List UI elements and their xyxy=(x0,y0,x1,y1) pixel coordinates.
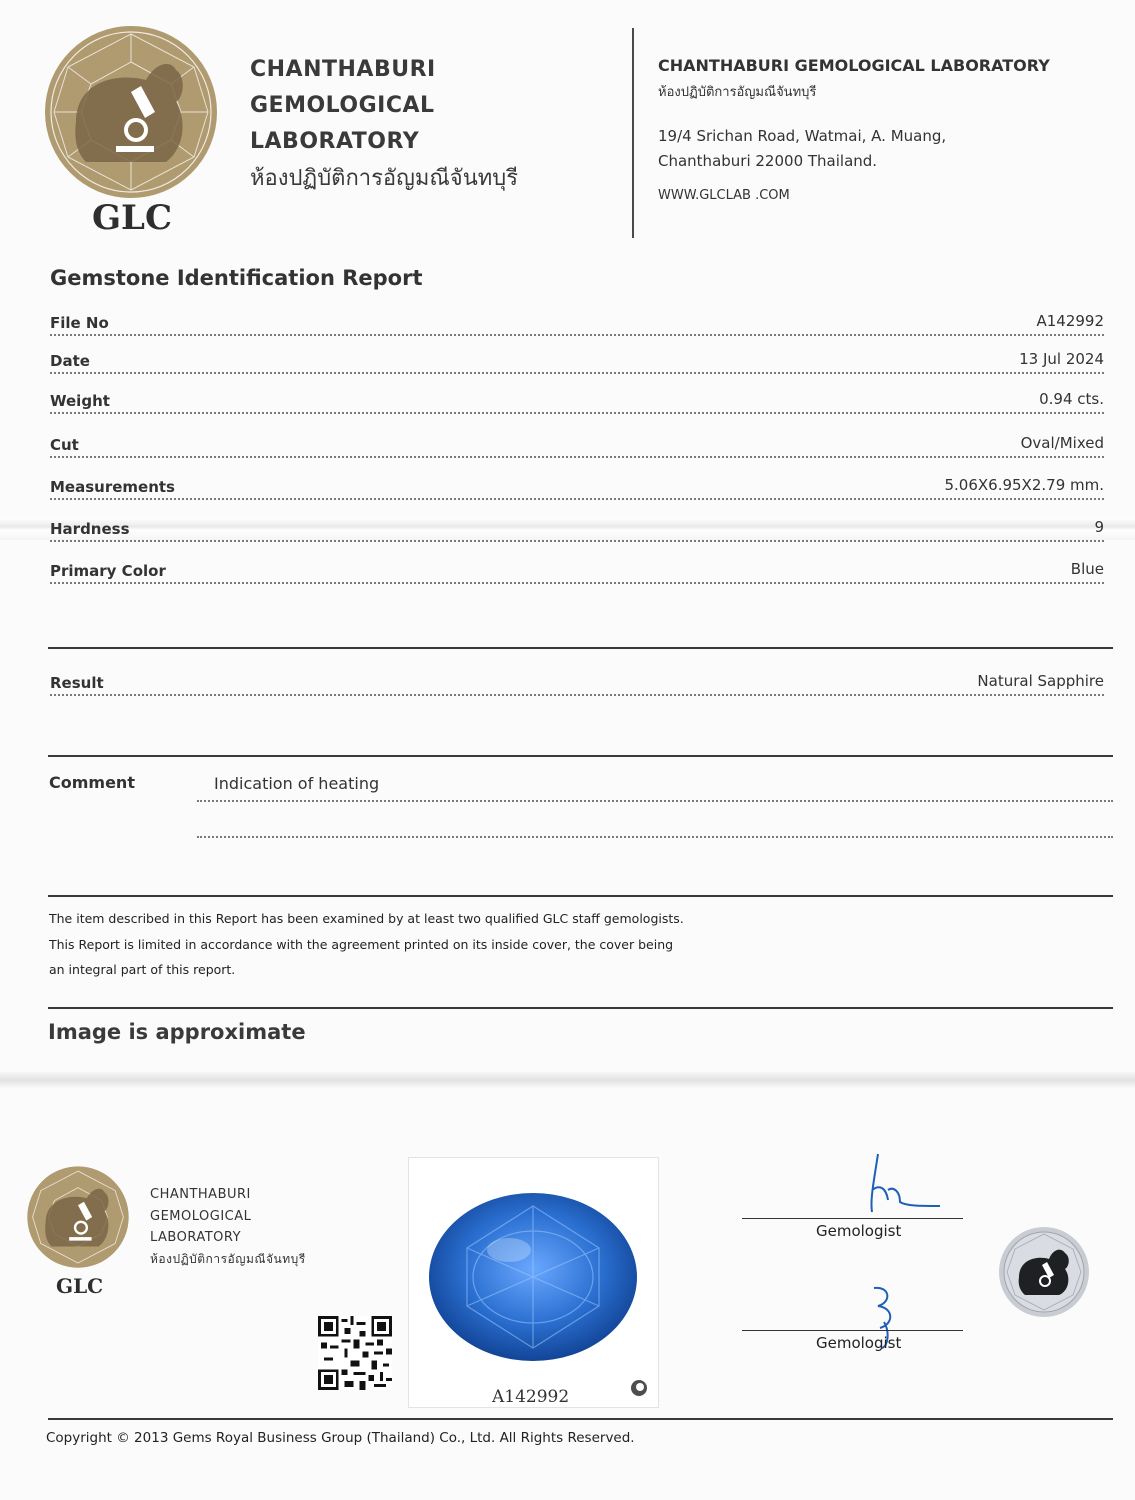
field-label: Weight xyxy=(50,392,110,410)
address-line-2: Chanthaburi 22000 Thailand. xyxy=(658,152,878,170)
glc-emblem-icon xyxy=(22,1164,134,1276)
address-line-1: 19/4 Srichan Road, Watmai, A. Muang, xyxy=(658,127,947,145)
dotted-leader xyxy=(50,412,1104,414)
field-value: Blue xyxy=(1070,560,1104,578)
lab-name-thai: ห้องปฏิบัติการอัญมณีจันทบุรี xyxy=(150,1251,306,1266)
dotted-leader xyxy=(50,456,1104,458)
dotted-leader xyxy=(50,694,1104,696)
contact-thai: ห้องปฏิบัติการอัญมณีจันทบุรี xyxy=(658,85,817,100)
divider xyxy=(48,755,1113,757)
comment-label: Comment xyxy=(49,773,135,792)
field-value: 5.06X6.95X2.79 mm. xyxy=(944,476,1104,494)
qr-code-icon xyxy=(317,1316,393,1390)
lab-name-small xyxy=(150,1184,306,1270)
glc-logo xyxy=(36,22,226,242)
field-value: 9 xyxy=(1094,518,1104,536)
dotted-leader xyxy=(50,372,1104,374)
field-value: Natural Sapphire xyxy=(977,672,1104,690)
logo-text: GLC xyxy=(92,198,173,238)
photo-file-number: A142992 xyxy=(492,1387,570,1407)
website-link[interactable]: WWW.GLCLAB .COM xyxy=(658,188,790,203)
signature-1-icon xyxy=(840,1150,950,1220)
field-date xyxy=(50,346,1104,376)
comment-value: Indication of heating xyxy=(214,774,380,793)
gemstone-photo xyxy=(408,1157,659,1408)
comment-dotted-line xyxy=(197,836,1113,838)
lab-name xyxy=(250,52,436,160)
field-hardness xyxy=(50,514,1104,544)
lab-contact xyxy=(658,56,1050,203)
lab-name-line-2: GEMOLOGICAL xyxy=(250,93,435,118)
lab-name-line-3: LABORATORY xyxy=(150,1230,242,1245)
field-label: Hardness xyxy=(50,520,130,538)
report-title: Gemstone Identification Report xyxy=(50,266,423,290)
image-note: Image is approximate xyxy=(48,1020,306,1044)
glc-logo-small xyxy=(22,1164,134,1304)
field-label: Result xyxy=(50,674,104,692)
field-label: Cut xyxy=(50,436,79,454)
field-label: Measurements xyxy=(50,478,175,496)
field-value: Oval/Mixed xyxy=(1020,434,1104,452)
dotted-leader xyxy=(50,540,1104,542)
gemologist-2-label: Gemologist xyxy=(816,1334,902,1352)
field-file-no xyxy=(50,308,1104,338)
lab-name-line-1: CHANTHABURI xyxy=(250,57,436,82)
field-result xyxy=(50,668,1104,698)
contact-title: CHANTHABURI GEMOLOGICAL LABORATORY xyxy=(658,56,1050,75)
lab-name-line-1: CHANTHABURI xyxy=(150,1187,251,1202)
sapphire-icon xyxy=(409,1158,658,1407)
fold-crease-bottom xyxy=(0,1072,1135,1090)
field-primary-color xyxy=(50,556,1104,586)
lab-name-thai: ห้องปฏิบัติการอัญมณีจันทบุรี xyxy=(250,166,519,191)
divider xyxy=(48,895,1113,897)
comment-dotted-line xyxy=(197,800,1113,802)
signature-line-2 xyxy=(742,1330,963,1331)
dotted-leader xyxy=(50,334,1104,336)
field-label: Date xyxy=(50,352,90,370)
disclaimer-line: an integral part of this report. xyxy=(49,962,236,977)
field-label: File No xyxy=(50,314,109,332)
hologram-seal-icon xyxy=(997,1225,1092,1320)
gemologist-1-label: Gemologist xyxy=(816,1222,902,1240)
dotted-leader xyxy=(50,498,1104,500)
field-weight xyxy=(50,386,1104,416)
logo-text: GLC xyxy=(56,1274,104,1298)
lab-name-line-2: GEMOLOGICAL xyxy=(150,1208,252,1224)
field-value: 0.94 cts. xyxy=(1039,390,1104,408)
signature-line-1 xyxy=(742,1218,963,1219)
dotted-leader xyxy=(50,582,1104,584)
copyright: Copyright © 2013 Gems Royal Business Group (Thailand) Co., Ltd. All Rights Reserved. xyxy=(46,1430,635,1446)
disclaimer xyxy=(49,906,749,983)
disclaimer-line: The item described in this Report has been examined by at least two qualified GLC staff gemologists. xyxy=(49,911,684,926)
field-cut xyxy=(50,430,1104,460)
disclaimer-line: This Report is limited in accordance with the agreement printed on its inside cover, the cover being xyxy=(49,936,674,952)
divider xyxy=(48,1418,1113,1420)
header-divider xyxy=(632,28,634,238)
lab-name-line-3: LABORATORY xyxy=(250,129,420,154)
field-label: Primary Color xyxy=(50,562,166,580)
field-value: 13 Jul 2024 xyxy=(1019,350,1104,368)
hologram-seal xyxy=(997,1225,1092,1320)
field-value: A142992 xyxy=(1036,312,1104,330)
divider xyxy=(48,647,1113,649)
field-measurements xyxy=(50,472,1104,502)
qr-code[interactable] xyxy=(317,1316,393,1390)
divider xyxy=(48,1007,1113,1009)
